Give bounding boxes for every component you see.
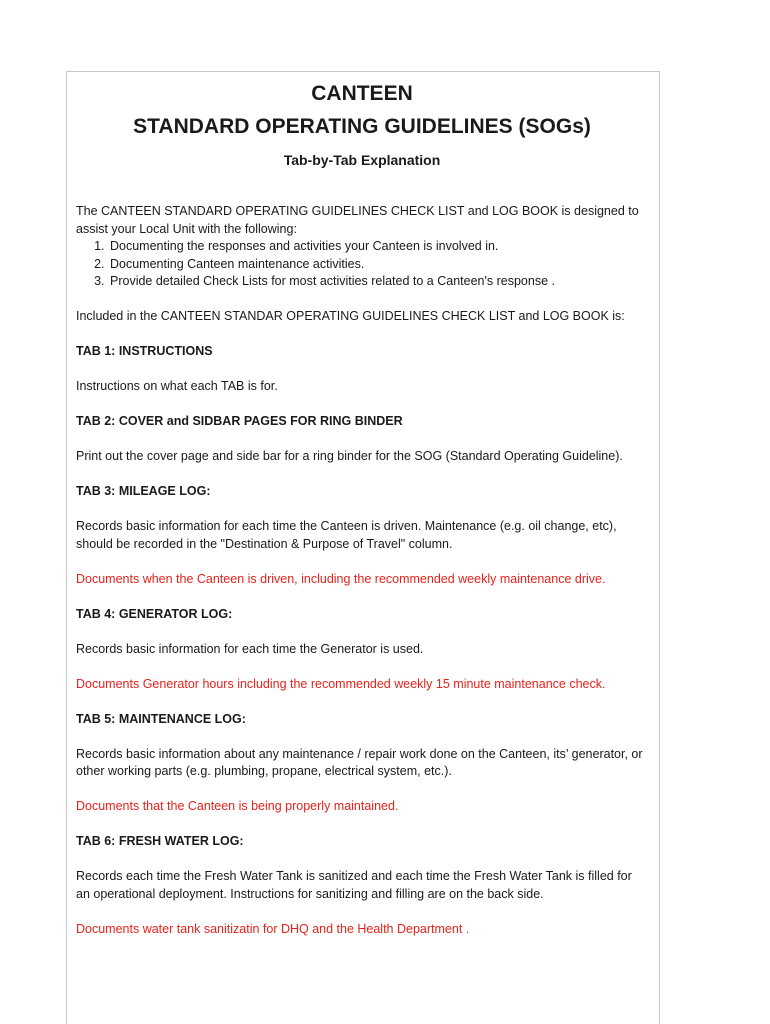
intro-list-item: 3. Provide detailed Check Lists for most activities related to a Canteen's response . [108, 273, 648, 291]
tab5-body: Records basic information about any maintenance / repair work done on the Canteen, its’ generator, or other working parts (e.g. plumbing, propane, electrical system, etc.). [76, 746, 643, 778]
intro-list-item: 2. Documenting Canteen maintenance activities. [108, 256, 648, 274]
included-paragraph: Included in the CANTEEN STANDAR OPERATING GUIDELINES CHECK LIST and LOG BOOK is: [76, 309, 625, 323]
document-page [66, 71, 660, 1024]
document-content [76, 80, 648, 938]
tab5-heading: TAB 5: MAINTENANCE LOG: [76, 711, 246, 726]
document-title-line1: CANTEEN [311, 82, 413, 105]
intro-paragraph: The CANTEEN STANDARD OPERATING GUIDELINES CHECK LIST and LOG BOOK is designed to assist your Local Unit with the following: [76, 204, 639, 236]
tab1-body: Instructions on what each TAB is for. [76, 379, 278, 393]
document-title-line2: STANDARD OPERATING GUIDELINES (SOGs) [133, 115, 591, 138]
intro-list [76, 238, 648, 291]
tab3-body: Records basic information for each time the Canteen is driven. Maintenance (e.g. oil change, etc), should be recorded in the "Destination & Purpose of Travel" column. [76, 519, 617, 551]
document-subtitle: Tab-by-Tab Explanation [283, 152, 441, 168]
tab4-note: Documents Generator hours including the recommended weekly 15 minute maintenance check. [76, 676, 606, 691]
tab3-note: Documents when the Canteen is driven, including the recommended weekly maintenance drive. [76, 571, 606, 586]
tab4-body: Records basic information for each time the Generator is used. [76, 641, 424, 656]
tab1-heading: TAB 1: INSTRUCTIONS [76, 344, 213, 358]
tab5-note: Documents that the Canteen is being properly maintained. [76, 799, 399, 813]
tab2-heading: TAB 2: COVER and SIDBAR PAGES FOR RING BINDER [76, 414, 403, 428]
intro-list-item: 1. Documenting the responses and activities your Canteen is involved in. [108, 238, 648, 256]
tab6-body: Records each time the Fresh Water Tank is sanitized and each time the Fresh Water Tank is filled for an operational deployment. Instructions for sanitizing and filling are on the back side. [76, 869, 632, 901]
tab3-heading: TAB 3: MILEAGE LOG: [76, 484, 211, 498]
tab6-note: Documents water tank sanitizatin for DHQ and the Health Department . [76, 921, 470, 936]
tab4-heading: TAB 4: GENERATOR LOG: [76, 606, 233, 621]
tab6-heading: TAB 6: FRESH WATER LOG: [76, 834, 244, 848]
tab2-body: Print out the cover page and side bar for a ring binder for the SOG (Standard Operating Guideline). [76, 449, 623, 463]
